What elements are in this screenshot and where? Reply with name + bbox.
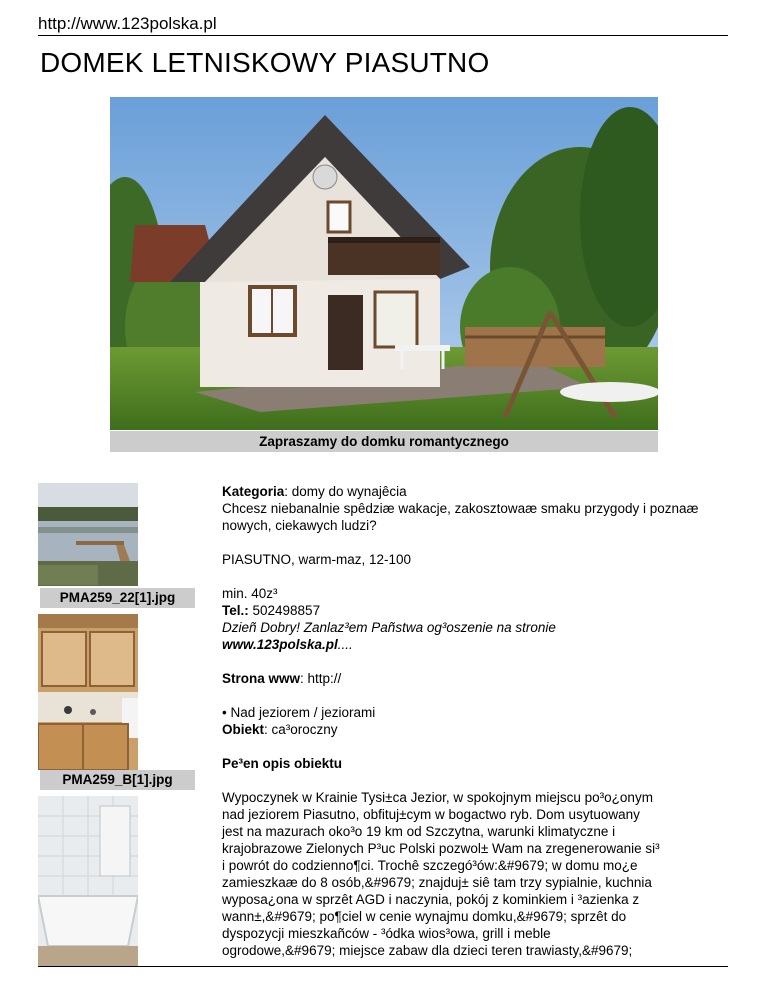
description-line: jest na mazurach oko³o 19 km od Szczytna, warunki klimatyczne i (222, 824, 616, 839)
listing-details (222, 483, 732, 959)
hero-caption: Zapraszamy do domku romantycznego (110, 431, 658, 452)
site-tail: .... (337, 637, 353, 652)
category-line (222, 483, 732, 500)
intro-text: Chcesz niebanalnie spêdziæ wakacje, zakosztowaæ smaku przygody i poznaæ nowych, ciekawych ludzi? (222, 501, 699, 533)
lake-bullet: • Nad jeziorem / jeziorami (222, 705, 376, 720)
thumbnail-caption-2: PMA259_B[1].jpg (40, 770, 195, 790)
lake-photo (38, 483, 138, 586)
lake-thumbnail[interactable] (38, 483, 138, 586)
category-label: Kategoria (222, 484, 285, 499)
thumbnail-caption-1: PMA259_22[1].jpg (40, 588, 195, 608)
greeting-text (222, 619, 732, 636)
full-description-heading (222, 755, 732, 772)
description-line: nad jeziorem Piasutno, obfituj±cym w bogactwo ryb. Dom usytuowany (222, 807, 640, 822)
object-value: : ca³oroczny (264, 722, 338, 737)
phone-line (222, 602, 732, 619)
greeting-sentence: Dzieñ Dobry! Zanlaz³em Pañstwa og³oszenie na stronie (222, 620, 556, 635)
phone-value: 502498857 (248, 603, 321, 618)
bottom-divider (38, 966, 728, 967)
website-value[interactable]: : http:// (300, 671, 342, 686)
kitchen-thumbnail[interactable] (38, 614, 138, 770)
category-value: : domy do wynajêcia (284, 484, 407, 499)
description-line: ogrodowe,&#9679; miejsce zabaw dla dzieci teren trawiasty,&#9679; (222, 943, 633, 958)
location-text: PIASUTNO, warm-maz, 12-100 (222, 552, 412, 567)
price-text: min. 40z³ (222, 586, 278, 601)
bathroom-photo (38, 796, 138, 966)
description-line: dyspozycji mieszkañców - ³ódka wios³owa, grill i meble (222, 926, 551, 941)
description-line: Wypoczynek w Krainie Tysi±ca Jezior, w spokojnym miejscu po³o¿onym (222, 790, 653, 805)
page-title: DOMEK LETNISKOWY PIASUTNO (40, 47, 490, 78)
object-line (222, 721, 732, 738)
description-line: wyposa¿ona w sprzêt AGD i naczynia, pokój z kominkiem i ³azienka z (222, 892, 640, 907)
bathroom-thumbnail[interactable] (38, 796, 138, 966)
site-line (222, 636, 732, 653)
phone-label: Tel.: (222, 603, 249, 618)
website-label: Strona www (222, 671, 301, 686)
house-illustration (110, 97, 658, 430)
object-label: Obiekt (222, 722, 265, 737)
full-description-heading-text: Pe³en opis obiektu (222, 756, 343, 771)
description-line: krajobrazowe Zielonych P³uc Polski pozwol± Wam na zregenerowanie si³ (222, 841, 660, 856)
website-line (222, 670, 732, 687)
kitchen-photo (38, 614, 138, 770)
description-line: zamieszkaæ do 8 osób,&#9679; znajduj± siê tam trzy sypialnie, kuchnia (222, 875, 652, 890)
source-url[interactable]: http://www.123polska.pl (38, 14, 728, 36)
hero-house-photo (110, 97, 658, 430)
description-block (222, 789, 732, 959)
site-link[interactable]: www.123polska.pl (222, 637, 338, 652)
description-line: i powrót do codzienno¶ci. Trochê szczegó³ów:&#9679; w domu mo¿e (222, 858, 638, 873)
description-line: wann±,&#9679; po¶ciel w cenie wynajmu domku,&#9679; sprzêt do (222, 909, 627, 924)
